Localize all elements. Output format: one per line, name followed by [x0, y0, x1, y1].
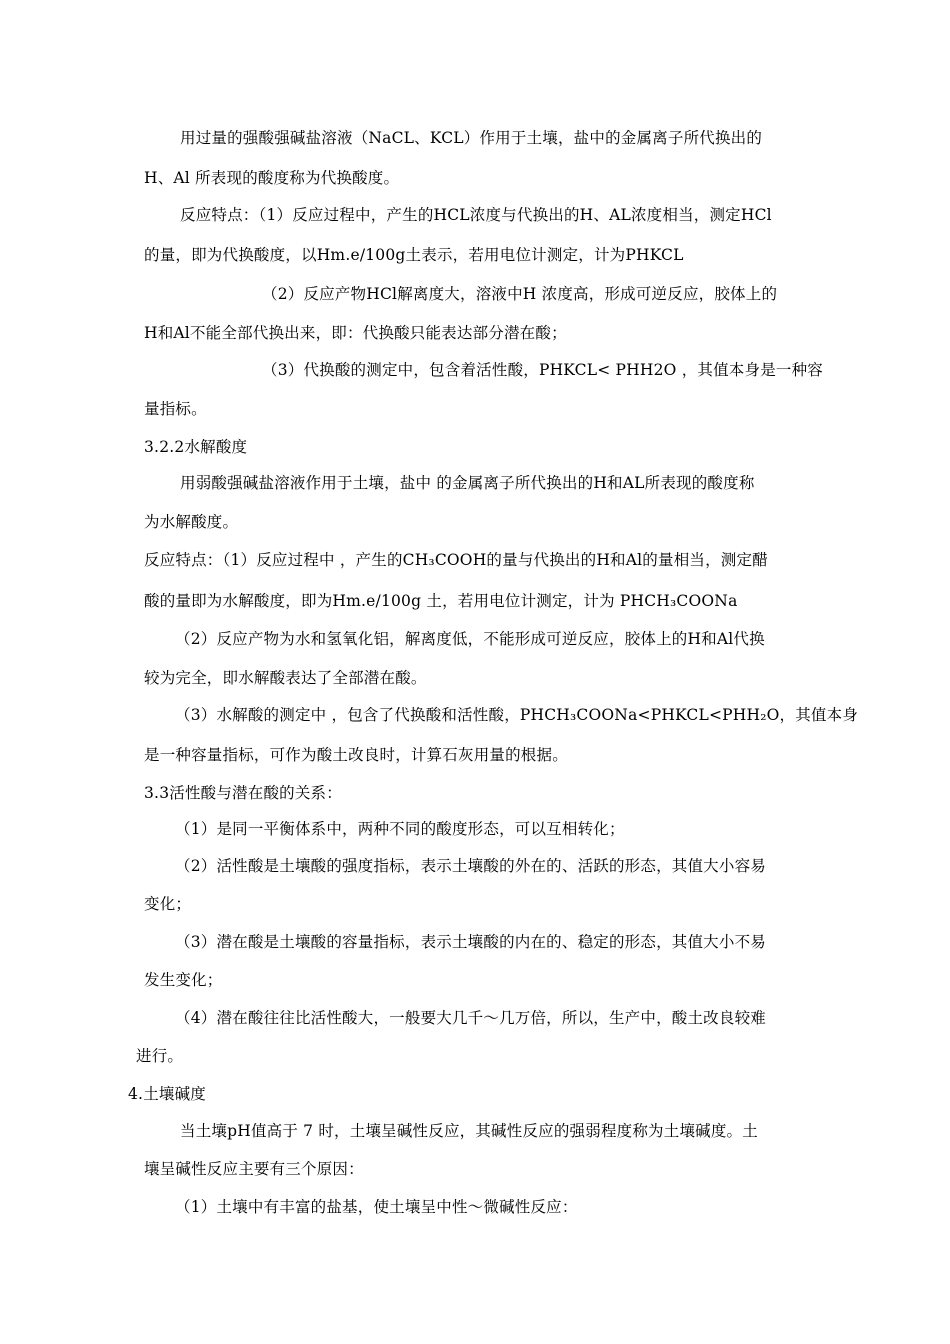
text-line: （3）代换酸的测定中，包含着活性酸，PHKCL< PHH2O ，其值本身是一种容: [262, 361, 823, 379]
section-heading: 3.2.2水解酸度: [144, 438, 248, 456]
text-line: 较为完全，即水解酸表达了全部潜在酸。: [144, 669, 427, 687]
text-line: （2）反应产物HCl解离度大，溶液中H 浓度高，形成可逆反应，胶体上的: [262, 285, 778, 303]
text-line: （4）潜在酸往往比活性酸大，一般要大几千～几万倍，所以，生产中，酸土改良较难: [175, 1009, 766, 1027]
text-line: （2）活性酸是土壤酸的强度指标，表示土壤酸的外在的、活跃的形态，其值大小容易: [175, 857, 766, 875]
text-line: 为水解酸度。: [144, 513, 239, 531]
text-line: （1）是同一平衡体系中，两种不同的酸度形态，可以互相转化；: [175, 820, 625, 838]
text-line: 酸的量即为水解酸度，即为Hm.e/100g 土，若用电位计测定，计为 PHCH₃COONa: [144, 592, 738, 610]
text-line: 用弱酸强碱盐溶液作用于土壤，盐中 的金属离子所代换出的H和AL所表现的酸度称: [180, 474, 755, 492]
section-heading: 3.3活性酸与潜在酸的关系：: [144, 784, 342, 802]
text-line: （2）反应产物为水和氢氧化铝，解离度低，不能形成可逆反应，胶体上的H和Al代换: [175, 630, 765, 648]
text-line: 进行。: [136, 1047, 184, 1065]
text-line: 的量，即为代换酸度，以Hm.e/100g土表示，若用电位计测定，计为PHKCL: [144, 246, 684, 264]
text-line: 发生变化；: [144, 971, 223, 989]
text-line: （3）水解酸的测定中 ，包含了代换酸和活性酸，PHCH₃COONa<PHKCL<PHH₂O，其值本身: [175, 706, 859, 724]
text-line: 量指标。: [144, 400, 207, 418]
text-line: 是一种容量指标，可作为酸土改良时，计算石灰用量的根据。: [144, 746, 568, 764]
text-line: 反应特点：（1）反应过程中，产生的HCL浓度与代换出的H、AL浓度相当，测定HCl: [180, 206, 772, 224]
text-line: 壤呈碱性反应主要有三个原因：: [144, 1160, 364, 1178]
text-line: H、Al 所表现的酸度称为代换酸度。: [144, 169, 400, 187]
text-line: （3）潜在酸是土壤酸的容量指标，表示土壤酸的内在的、稳定的形态，其值大小不易: [175, 933, 766, 951]
section-heading: 4.土壤碱度: [128, 1085, 206, 1103]
text-line: （1）土壤中有丰富的盐基，使土壤呈中性～微碱性反应：: [175, 1198, 578, 1216]
text-line: 反应特点：（1）反应过程中 ，产生的CH₃COOH的量与代换出的H和Al的量相当，测定醋: [144, 551, 768, 569]
text-line: 变化；: [144, 895, 192, 913]
text-line: 当土壤pH值高于 7 时，土壤呈碱性反应，其碱性反应的强弱程度称为土壤碱度。土: [180, 1122, 758, 1140]
text-line: 用过量的强酸强碱盐溶液（NaCL、KCL）作用于土壤，盐中的金属离子所代换出的: [180, 129, 763, 147]
text-line: H和Al不能全部代换出来，即：代换酸只能表达部分潜在酸；: [144, 324, 567, 342]
